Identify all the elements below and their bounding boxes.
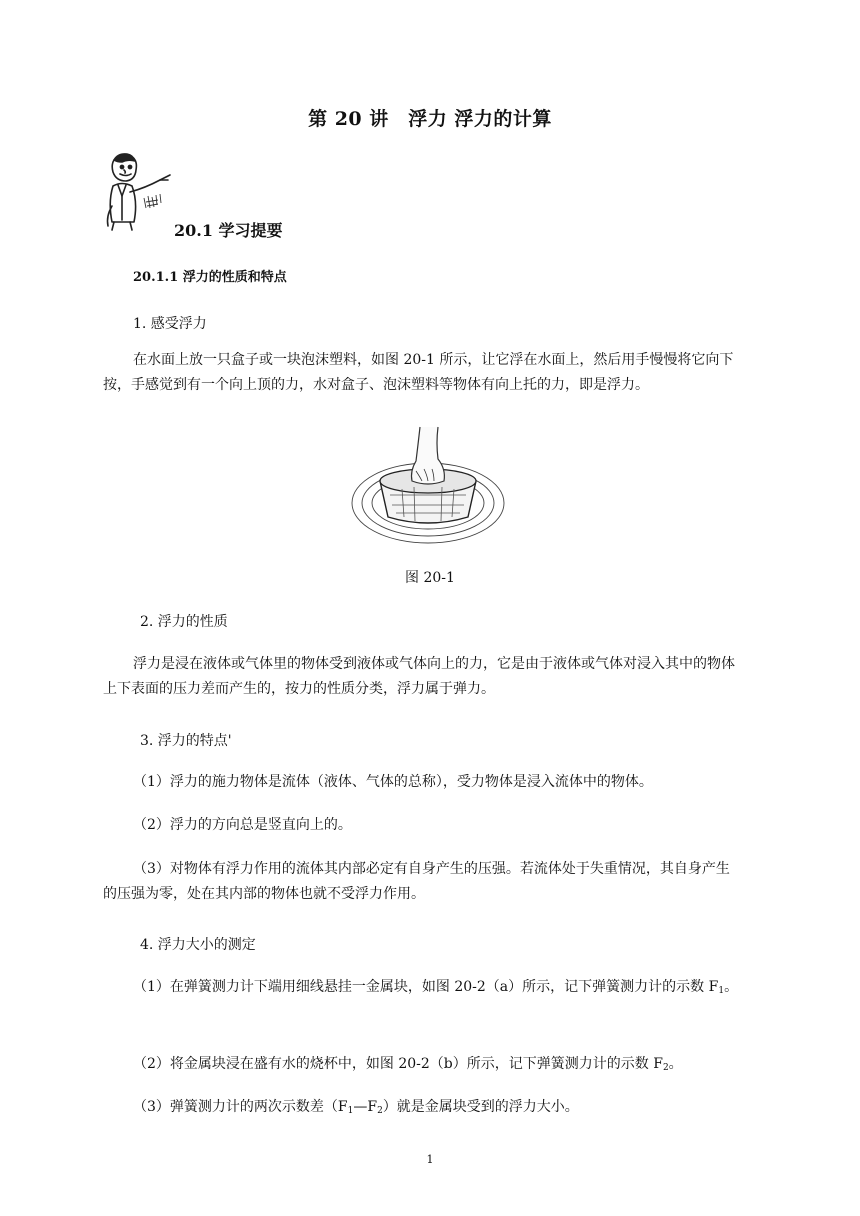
paragraph-3-3: （3）对物体有浮力作用的流体其内部必定有自身产生的压强。若流体处于失重情况，其自身产生的压强为零，处在其内部的物体也就不受浮力作用。 — [103, 861, 730, 902]
item-heading-4: 4. 浮力大小的测定 — [140, 937, 256, 953]
paragraph-1: 在水面上放一只盒子或一块泡沫塑料，如图 20-1 所示，让它浮在水面上，然后用手慢慢将它向下按，手感觉到有一个向上顶的力，水对盒子、泡沫塑料等物体有向上托的力，即是浮力。 — [103, 352, 734, 393]
item-heading-3: 3. 浮力的特点' — [140, 733, 232, 749]
paragraph-4-1: （1）在弹簧测力计下端用细线悬挂一金属块，如图 20-2（a）所示，记下弹簧测力计的示数 $F_1$。 — [133, 979, 739, 996]
page-number: 1 — [426, 1153, 434, 1166]
paragraph-2: 浮力是浸在液体或气体里的物体受到液体或气体向上的力，它是由于液体或气体对浸入其中的物体上下表面的压力差而产生的，按力的性质分类，浮力属于弹力。 — [103, 656, 735, 697]
figure-caption: 图 20-1 — [405, 570, 455, 586]
item-heading-1: 1. 感受浮力 — [133, 316, 207, 332]
paragraph-3-2: （2）浮力的方向总是竖直向上的。 — [133, 817, 352, 833]
item-heading-2: 2. 浮力的性质 — [140, 614, 228, 630]
paragraph-4-2: （2）将金属块浸在盛有水的烧杯中，如图 20-2（b）所示，记下弹簧测力计的示数 $F_2$。 — [133, 1056, 683, 1073]
paragraph-4-3: （3）弹簧测力计的两次示数差$(F_1—F_2)$就是金属块受到的浮力大小。 — [133, 1099, 579, 1116]
figure-20-1-illustration — [350, 425, 510, 555]
section-heading: 20.1 学习提要 — [174, 221, 283, 240]
paragraph-3-1: （1）浮力的施力物体是流体（液体、气体的总称），受力物体是浸入流体中的物体。 — [133, 774, 653, 790]
subsection-heading: 20.1.1 浮力的性质和特点 — [133, 270, 287, 285]
cartoon-teacher-illustration — [100, 150, 178, 232]
page-title: 第 20 讲 浮力 浮力的计算 — [308, 108, 552, 130]
